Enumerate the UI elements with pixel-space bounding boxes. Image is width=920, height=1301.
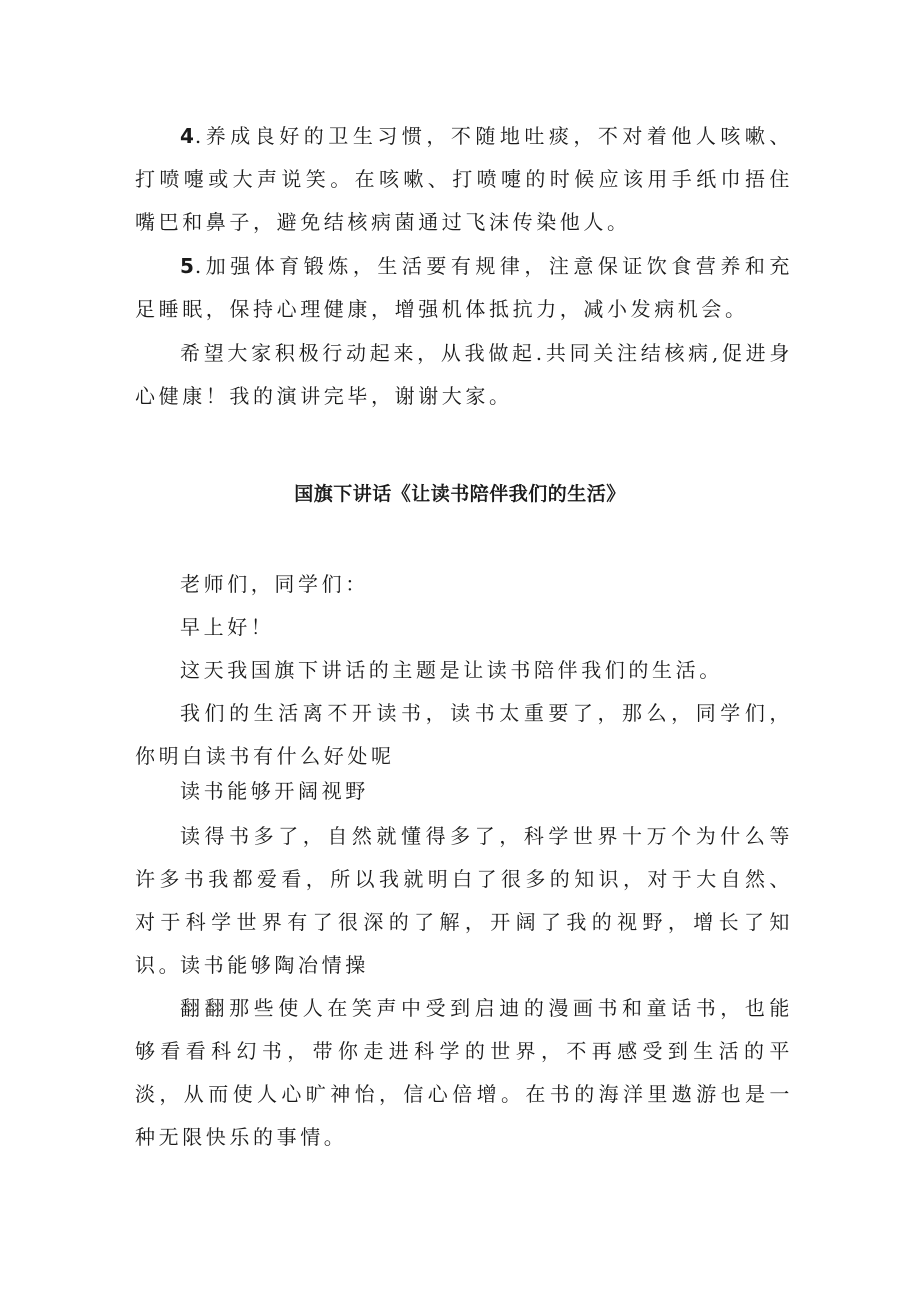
body-paragraph: 这天我国旗下讲话的主题是让读书陪伴我们的生活。 <box>180 658 723 682</box>
section-heading: 读书能够开阔视野 <box>180 779 369 803</box>
list-item-number: 5 <box>180 254 195 278</box>
salutation: 老师们，同学们： <box>180 572 369 596</box>
list-item-text: .养成良好的卫生习惯，不随地吐痰，不对着他人咳嗽、打喷嚏或大声说笑。在咳嗽、打喷嚏的时候应该用手纸巾捂住嘴巴和鼻子，避免结核病菌通过飞沫传染他人。 <box>135 124 793 234</box>
body-paragraph: 翻翻那些使人在笑声中受到启迪的漫画书和童话书，也能够看看科幻书，带你走进科学的世界，不再感受到生活的平淡，从而使人心旷神怡，信心倍增。在书的海洋里遨游也是一种无限快乐的事情。 <box>135 996 793 1149</box>
body-paragraph: 读得书多了，自然就懂得多了，科学世界十万个为什么等许多书我都爱看，所以我就明白了很多的知识，对于大自然、对于科学世界有了很深的了解，开阔了我的视野，增长了知识。 <box>135 824 793 977</box>
list-item-4 <box>135 115 793 244</box>
list-item-text: .加强体育锻炼，生活要有规律，注意保证饮食营养和充足睡眠，保持心理健康，增强机体抵抗力，减小发病机会。 <box>135 254 793 321</box>
greeting: 早上好！ <box>180 615 275 639</box>
body-paragraph: 我们的生活离不开读书，读书太重要了，那么，同学们，你明白读书有什么好处呢 <box>135 701 793 768</box>
list-item-number: 4 <box>180 124 195 148</box>
speech-title: 国旗下讲话《让读书陪伴我们的生活》 <box>294 483 626 505</box>
list-item-5 <box>135 245 793 331</box>
closing-paragraph: 希望大家积极行动起来，从我做起.共同关注结核病,促进身心健康！我的演讲完毕，谢谢大家。 <box>135 341 793 408</box>
section-heading: 读书能够陶冶情操 <box>180 953 369 977</box>
